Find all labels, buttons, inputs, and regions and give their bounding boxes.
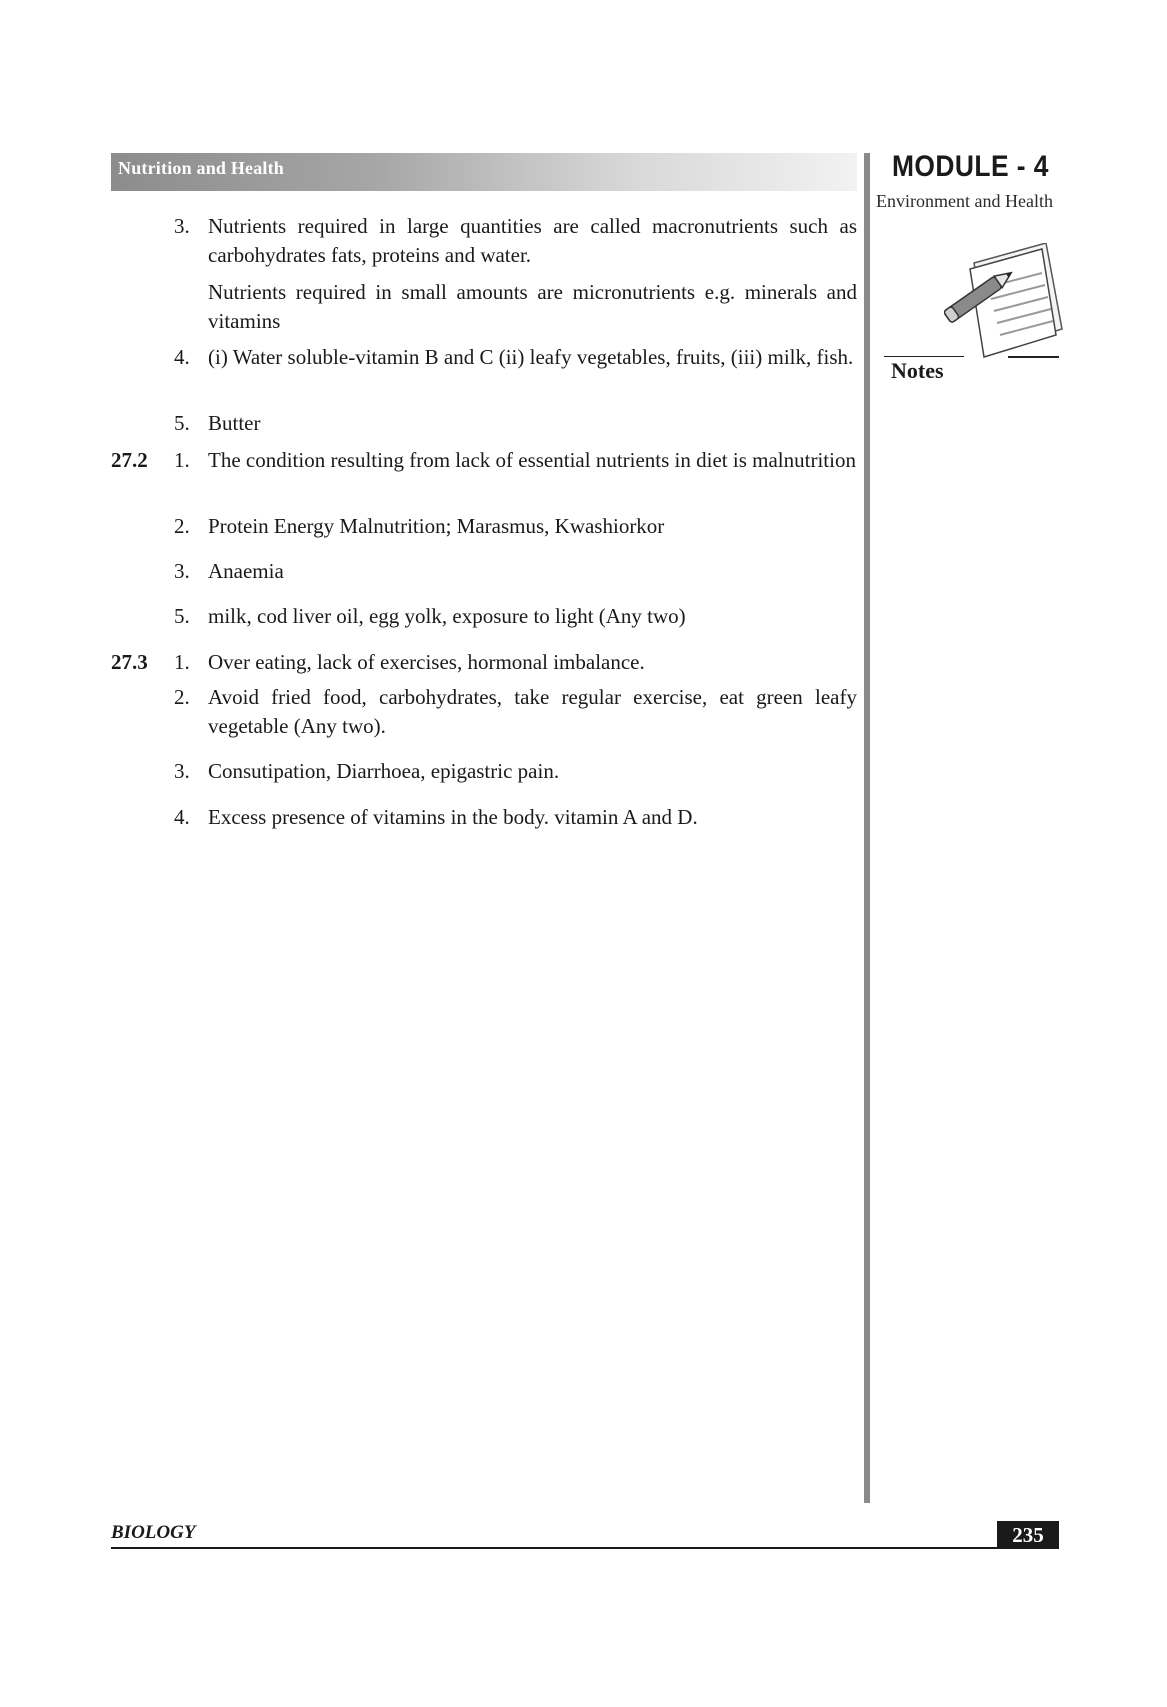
item-number: 5. (174, 604, 190, 628)
item-number: 4. (174, 805, 190, 829)
answer-text: Nutrients required in large quantities are called macronutrients such as carbohydrates fats, proteins and water. (208, 214, 857, 267)
footer-subject: BIOLOGY (111, 1522, 196, 1543)
answer-text: Protein Energy Malnutrition; Marasmus, Kwashiorkor (208, 514, 665, 538)
item-number: 3. (174, 214, 190, 238)
margin-divider (864, 153, 870, 1503)
notes-rule-left (884, 356, 964, 357)
answer-item (111, 512, 857, 541)
answer-item (111, 803, 857, 832)
notes-rule (1008, 356, 1059, 358)
module-title: MODULE - 4 (892, 150, 1049, 183)
answer-item (111, 278, 857, 336)
answer-text: Excess presence of vitamins in the body. vitamin A and D. (208, 805, 698, 829)
chapter-title: Nutrition and Health (118, 158, 285, 178)
answer-item (111, 683, 857, 741)
section-number: 27.2 (111, 448, 148, 472)
page-number: 235 (997, 1521, 1059, 1549)
answer-text: (i) Water soluble-vitamin B and C (ii) leafy vegetables, fruits, (iii) milk, fish. (208, 345, 854, 369)
item-number: 4. (174, 345, 190, 369)
answer-item (111, 409, 857, 438)
notes-label: Notes (891, 358, 944, 383)
item-number: 2. (174, 685, 190, 709)
answer-text: milk, cod liver oil, egg yolk, exposure to light (Any two) (208, 604, 686, 628)
item-number: 1. (174, 650, 190, 674)
answer-item (111, 446, 857, 475)
chapter-header-band (111, 153, 857, 191)
answer-text: Butter (208, 411, 261, 435)
answer-item (111, 212, 857, 270)
answer-item (111, 557, 857, 586)
answer-item (111, 602, 857, 631)
answer-text: Anaemia (208, 559, 284, 583)
item-number: 2. (174, 514, 190, 538)
answer-item (111, 343, 857, 372)
section-number: 27.3 (111, 650, 148, 674)
item-number: 1. (174, 448, 190, 472)
answer-text: Consutipation, Diarrhoea, epigastric pain. (208, 759, 560, 783)
answer-item (111, 648, 857, 677)
answer-item (111, 757, 857, 786)
answer-text: Over eating, lack of exercises, hormonal imbalance. (208, 650, 645, 674)
item-number: 3. (174, 559, 190, 583)
answer-text: Nutrients required in small amounts are micronutrients e.g. minerals and vitamins (208, 280, 857, 333)
footer-rule (111, 1547, 1059, 1549)
item-number: 3. (174, 759, 190, 783)
answer-text: Avoid fried food, carbohydrates, take regular exercise, eat green leafy vegetable (Any two). (208, 685, 857, 738)
answer-text: The condition resulting from lack of essential nutrients in diet is malnutrition (208, 448, 856, 472)
notepad-pencil-icon (944, 243, 1064, 373)
item-number: 5. (174, 411, 190, 435)
module-subtitle: Environment and Health (876, 191, 1053, 211)
